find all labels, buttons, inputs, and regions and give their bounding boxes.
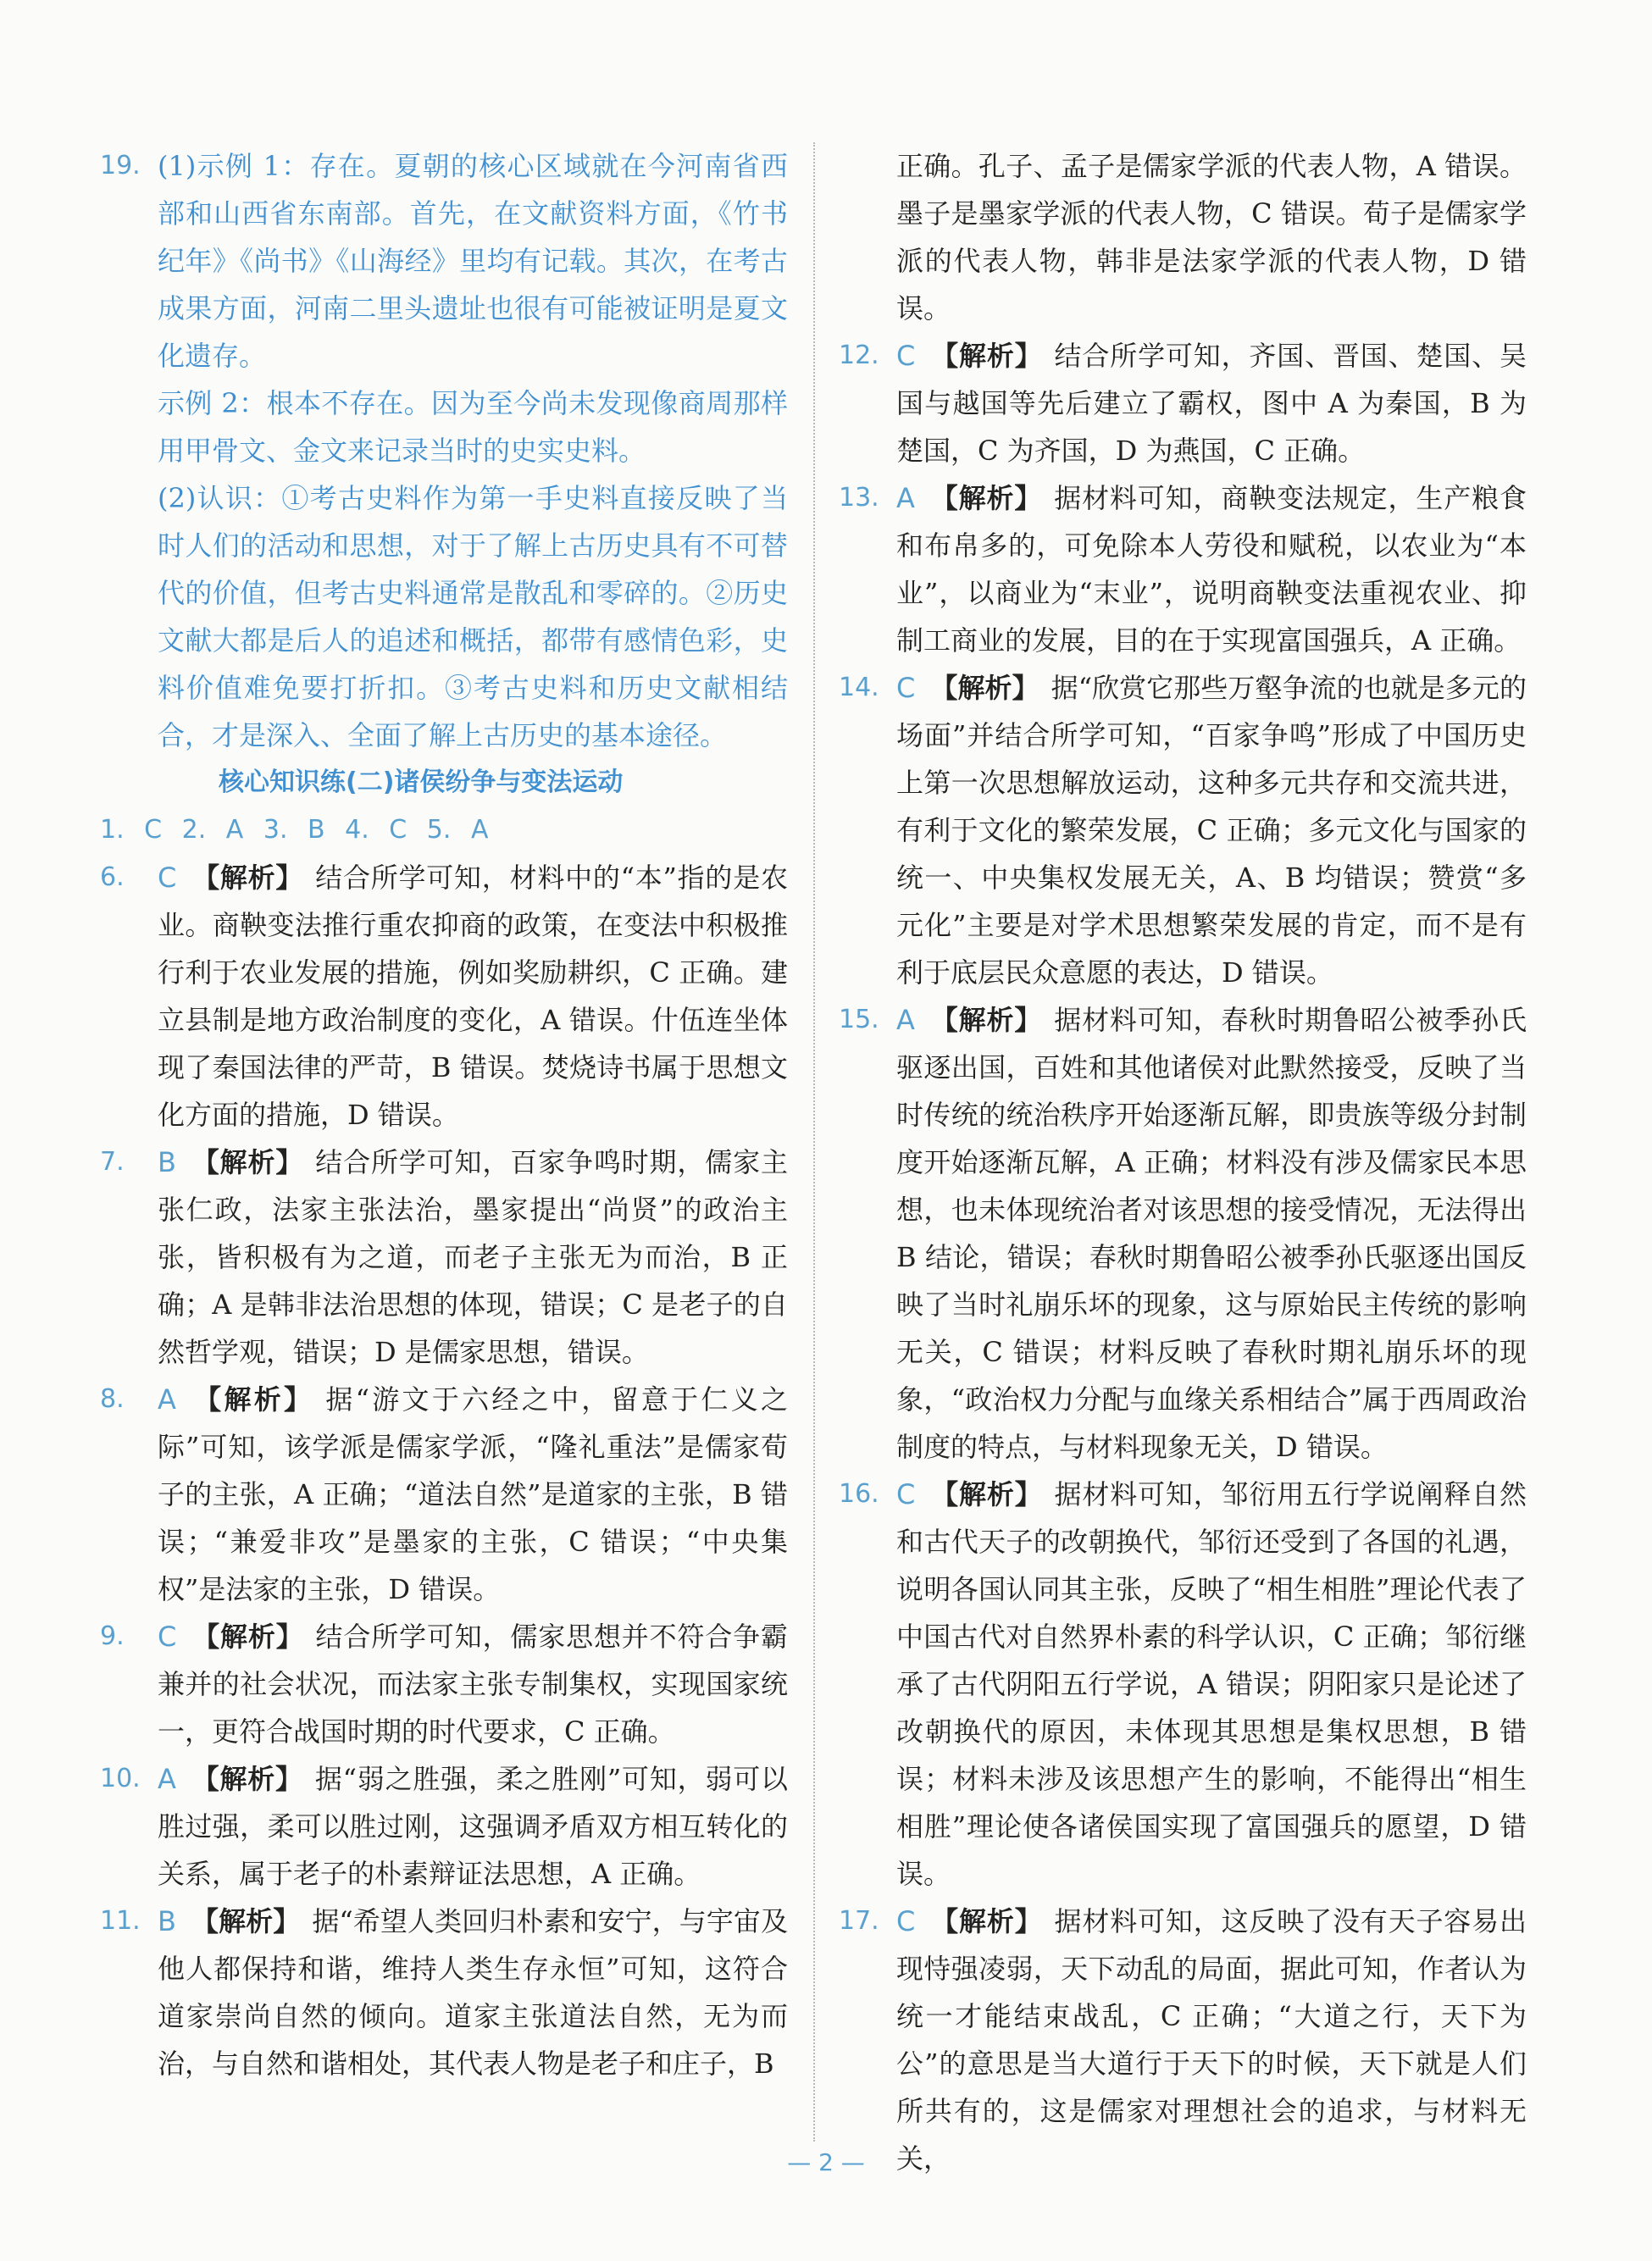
- analysis-tag: 【解析】: [191, 1905, 301, 1937]
- question-item: [839, 996, 1527, 1471]
- analysis-text: 据材料可知，这反映了没有天子容易出现恃强凌弱，天下动乱的局面，据此可知，作者认为统一才能结束战乱，C 正确；“大道之行，天下为公”的意思是当大道行于天下的时候，天下就是人们所共有的，这是儒家对理想社会的追求，与材料无关，: [896, 1905, 1527, 2175]
- question-number: 14.: [839, 673, 879, 702]
- analysis-tag: 【解析】: [930, 672, 1039, 704]
- analysis-tag: 【解析】: [191, 1763, 303, 1795]
- question-number: 6.: [100, 862, 125, 892]
- page-number: — 2 —: [787, 2148, 865, 2176]
- analysis-text: 结合所学可知，齐国、晋国、楚国、吴国与越国等先后建立了霸权，图中 A 为秦国，B 为楚国，C 为齐国，D 为燕国，C 正确。: [896, 340, 1527, 467]
- analysis-text: 据材料可知，商鞅变法规定，生产粮食和布帛多的，可免除本人劳役和赋税，以农业为“本业”，以商业为“末业”，说明商鞅变法重视农业、抑制工商业的发展，目的在于实现富国强兵，A 正确。: [896, 482, 1527, 657]
- section-title: 核心知识练(二)诸侯纷争与变法运动: [219, 768, 624, 797]
- answer-letter: C: [896, 340, 916, 372]
- question-11-continued: 正确。孔子、孟子是儒家学派的代表人物，A 错误。墨子是墨家学派的代表人物，C 错误。荀子是儒家学派的代表人物，韩非是法家学派的代表人物，D 错误。: [896, 150, 1527, 324]
- question-19: [100, 142, 788, 380]
- question-item: [100, 1898, 788, 2087]
- analysis-text: 据“弱之胜强，柔之胜刚”可知，弱可以胜过强，柔可以胜过刚，这强调矛盾双方相互转化的关系，属于老子的朴素辩证法思想，A 正确。: [158, 1763, 788, 1890]
- analysis-tag: 【解析】: [930, 1478, 1043, 1510]
- analysis-text: 结合所学可知，儒家思想并不符合争霸兼并的社会状况，而法家主张专制集权，实现国家统一，更符合战国时期的时代要求，C 正确。: [158, 1621, 788, 1748]
- analysis-text: 结合所学可知，材料中的“本”指的是农业。商鞅变法推行重农抑商的政策，在变法中积极推行利于农业发展的措施，例如奖励耕织，C 正确。建立县制是地方政治制度的变化，A 错误。什伍连坐体现了秦国法律的严苛，B 错误。焚烧诗书属于思想文化方面的措施，D 错误。: [158, 862, 788, 1131]
- question-item: [100, 1755, 788, 1898]
- question-item: [839, 1471, 1527, 1898]
- analysis-tag: 【解析】: [191, 1383, 314, 1416]
- question-number: 11.: [100, 1906, 141, 1936]
- question-number: 12.: [839, 341, 879, 370]
- analysis-text: 结合所学可知，百家争鸣时期，儒家主张仁政，法家主张法治，墨家提出“尚贤”的政治主张，皆积极有为之道，而老子主张无为而治，B 正确；A 是韩非法治思想的体现，错误；C 是老子的自然哲学观，错误；D 是儒家思想，错误。: [158, 1146, 788, 1368]
- question-item: [839, 332, 1527, 474]
- question-item: [839, 474, 1527, 664]
- multiple-choice-answers: 1. C 2. A 3. B 4. C 5. A: [100, 815, 489, 845]
- answer-letter: C: [896, 1478, 916, 1510]
- answer-letter: A: [896, 1004, 915, 1036]
- right-column: [839, 142, 1527, 2182]
- left-column: [100, 142, 788, 2087]
- analysis-tag: 【解析】: [930, 1905, 1043, 1937]
- question-number: 13.: [839, 483, 879, 513]
- analysis-text: 据材料可知，邹衍用五行学说阐释自然和古代天子的改朝换代，邹衍还受到了各国的礼遇，说明各国认同其主张，反映了“相生相胜”理论代表了中国古代对自然界朴素的科学认识，C 正确；邹衍继承了古代阴阳五行学说，A 错误；阴阳家只是论述了改朝换代的原因，未体现其思想是集权思想，B 错误；材料未涉及该思想产生的影响，不能得出“相生相胜”理论使各诸侯国实现了富国强兵的愿望，D 错误。: [896, 1478, 1527, 1890]
- question-item: [100, 854, 788, 1139]
- answer-letter: B: [158, 1146, 176, 1178]
- analysis-tag: 【解析】: [191, 862, 304, 894]
- answer-letter: A: [158, 1383, 176, 1416]
- analysis-tag: 【解析】: [929, 482, 1043, 514]
- answer-letter: C: [896, 672, 916, 704]
- question-number: 7.: [100, 1147, 125, 1177]
- answer-part-2: (2)认识：①考古史料作为第一手史料直接反映了当时人们的活动和思想，对于了解上古历史具有不可替代的价值，但考古史料通常是散乱和零碎的。②历史文献大都是后人的追述和概括，都带有感情色彩，史料价值难免要打折扣。③考古史料和历史文献相结合，才是深入、全面了解上古历史的基本途径。: [158, 482, 788, 751]
- answer-letter: B: [158, 1905, 176, 1937]
- question-item: [100, 1613, 788, 1755]
- analysis-tag: 【解析】: [191, 1146, 304, 1178]
- answer-letter: A: [896, 482, 915, 514]
- analysis-tag: 【解析】: [929, 1004, 1043, 1036]
- question-number: 8.: [100, 1384, 125, 1414]
- analysis-text: 据“希望人类回归朴素和安宁，与宇宙及他人都保持和谐，维持人类生存永恒”可知，这符合道家崇尚自然的倾向。道家主张道法自然，无为而治，与自然和谐相处，其代表人物是老子和庄子，B: [158, 1905, 788, 2080]
- answer-letter: C: [896, 1905, 916, 1937]
- question-number: 19.: [100, 151, 141, 180]
- answer-letter: A: [158, 1763, 176, 1795]
- analysis-text: 据“欣赏它那些万壑争流的也就是多元的场面”并结合所学可知，“百家争鸣”形成了中国历史上第一次思想解放运动，这种多元共存和交流共进，有利于文化的繁荣发展，C 正确；多元文化与国家的统一、中央集权发展无关，A、B 均错误；赞赏“多元化”主要是对学术思想繁荣发展的肯定，而不是有利于底层民众意愿的表达，D 错误。: [896, 672, 1527, 989]
- question-item: [100, 1139, 788, 1376]
- question-item: [839, 1898, 1527, 2182]
- analysis-tag: 【解析】: [191, 1621, 304, 1653]
- answer-text: (1)示例 1：存在。夏朝的核心区域就在今河南省西部和山西省东南部。首先，在文献资料方面，《竹书纪年》《尚书》《山海经》里均有记载。其次，在考古成果方面，河南二里头遗址也很有可能被证明是夏文化遗存。: [158, 150, 788, 372]
- column-divider: [813, 142, 815, 2142]
- question-number: 10.: [100, 1764, 141, 1793]
- question-number: 9.: [100, 1621, 125, 1651]
- answer-letter: C: [158, 862, 177, 894]
- answer-example-2: 示例 2：根本不存在。因为至今尚未发现像商周那样用甲骨文、金文来记录当时的史实史料。: [158, 387, 788, 467]
- question-item: [100, 1376, 788, 1613]
- question-number: 17.: [839, 1906, 879, 1936]
- analysis-text: 据材料可知，春秋时期鲁昭公被季孙氏驱逐出国，百姓和其他诸侯对此默然接受，反映了当时传统的统治秩序开始逐渐瓦解，即贵族等级分封制度开始逐渐瓦解，A 正确；材料没有涉及儒家民本思想，也未体现统治者对该思想的接受情况，无法得出 B 结论，错误；春秋时期鲁昭公被季孙氏驱逐出国反映了当时礼崩乐坏的现象，这与原始民主传统的影响无关，C 错误；材料反映了春秋时期礼崩乐坏的现象，“政治权力分配与血缘关系相结合”属于西周政治制度的特点，与材料现象无关，D 错误。: [896, 1004, 1527, 1463]
- question-item: [839, 664, 1527, 996]
- question-number: 15.: [839, 1005, 879, 1034]
- question-number: 16.: [839, 1479, 879, 1509]
- analysis-tag: 【解析】: [930, 340, 1043, 372]
- analysis-text: 据“游文于六经之中，留意于仁义之际”可知，该学派是儒家学派，“隆礼重法”是儒家荀子的主张，A 正确；“道法自然”是道家的主张，B 错误；“兼爱非攻”是墨家的主张，C 错误；“中央集权”是法家的主张，D 错误。: [158, 1383, 788, 1605]
- answer-letter: C: [158, 1621, 177, 1653]
